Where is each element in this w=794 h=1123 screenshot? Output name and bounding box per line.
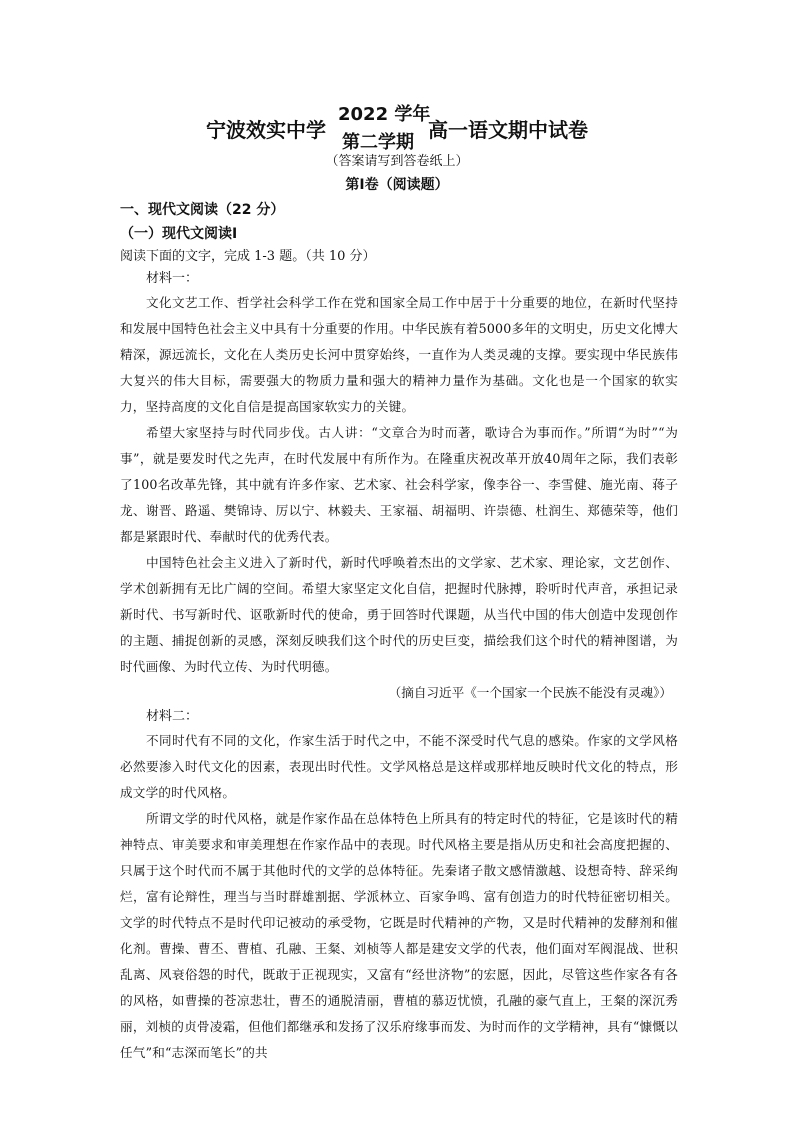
- volume-heading: 第Ⅰ卷（阅读题）: [345, 177, 449, 193]
- school-year: 2022 学年: [338, 104, 431, 125]
- material-one-paragraph: 希望大家坚持与时代同步伐。古人讲：“文章合为时而著，歌诗合为事而作。”所谓“为时”“为事”，就是要发时代之先声，在时代发展中有所作为。在隆重庆祝改革开放40周年之际，我们表彰了100名改革先锋，其中就有许多作家、艺术家、社会科学家，像李谷一、李雪健、施光南、蒋子龙、谢晋、路遥、樊锦诗、厉以宁、林毅夫、王家福、胡福明、许崇德、杜润生、郑德荣等，他们都是紧跟时代、奉献时代的优秀代表。: [120, 425, 678, 544]
- school-name: 宁波效实中学: [206, 118, 326, 142]
- term-label: 第二学期: [342, 132, 414, 153]
- material-one-source: （摘自习近平《一个国家一个民族不能没有灵魂》）: [388, 685, 672, 700]
- material-one-paragraph: 中国特色社会主义进入了新时代，新时代呼唤着杰出的文学家、艺术家、理论家，文艺创作、学术创新拥有无比广阔的空间。希望大家坚定文化自信，把握时代脉搏，聆听时代声音，承担记录新时代、书写新时代、讴歌新时代的使命，勇于回答时代课题，从当代中国的伟大创造中发现创作的主题、捕捉创新的灵感，深刻反映我们这个时代的历史巨变，描绘我们这个时代的精神图谱，为时代画像、为时代立传、为时代明德。: [120, 555, 678, 674]
- material-two-paragraph: 所谓文学的时代风格，就是作家作品在总体特色上所具有的特定时代的特征，它是该时代的精神特点、审美要求和审美理想在作家作品中的表现。时代风格主要是指从历史和社会高度把握的、只属于这个时代而不属于其他时代的文学的总体特征。先秦诸子散文感情激越、设想奇特、辞采绚烂，富有论辩性，理当与当时群雄割据、学派林立、百家争鸣、富有创造力的时代特征密切相关。文学的时代特点不是时代印记被动的承受物，它既是时代精神的产物，又是时代精神的发酵剂和催化剂。曹操、曹丕、曹植、孔融、王粲、刘桢等人都是建安文学的代表，他们面对军阀混战、世积乱离、风衰俗怨的时代，既敢于正视现实，又富有“经世济物”的宏愿，因此，尽管这些作家各有各的风格，如曹操的苍凉悲壮，曹丕的通脱清丽，曹植的慕迈忧愤，孔融的豪气直上，王粲的深沉秀丽，刘桢的贞骨凌霜，但他们都继承和发扬了汉乐府缘事而发、为时而作的文学精神，具有“慷慨以任气”和“志深而笔长”的共: [120, 811, 678, 1060]
- title-block: [0, 104, 794, 152]
- answer-note: （答案请写到答卷纸上）: [325, 154, 469, 169]
- material-one-paragraph: 文化文艺工作、哲学社会科学工作在党和国家全局工作中居于十分重要的地位，在新时代坚持和发展中国特色社会主义中具有十分重要的作用。中华民族有着5000多年的文明史，历史文化博大精深，源远流长，文化在人类历史长河中贯穿始终，一直作为人类灵魂的支撑。要实现中华民族伟大复兴的伟大目标，需要强大的物质力量和强大的精神力量作为基础。文化也是一个国家的软实力，坚持高度的文化自信是提高国家软实力的关键。: [120, 295, 678, 414]
- exam-title: 高一语文期中试卷: [428, 118, 588, 142]
- material-one-label: 材料一：: [146, 271, 199, 286]
- subsection-heading: （一）现代文阅读Ⅰ: [120, 226, 238, 242]
- reading-section: [120, 198, 678, 1066]
- instruction-text: 阅读下面的文字，完成 1-3 题。（共 10 分）: [120, 249, 376, 264]
- material-two-label: 材料二：: [146, 709, 199, 724]
- section-heading: 一、现代文阅读（22 分）: [120, 202, 285, 218]
- material-two-paragraph: 不同时代有不同的文化，作家生活于时代之中，不能不深受时代气息的感染。作家的文学风格必然要渗入时代文化的因素，表现出时代性。文学风格总是这样或那样地反映时代文化的特点，形成文学的时代风格。: [120, 733, 678, 800]
